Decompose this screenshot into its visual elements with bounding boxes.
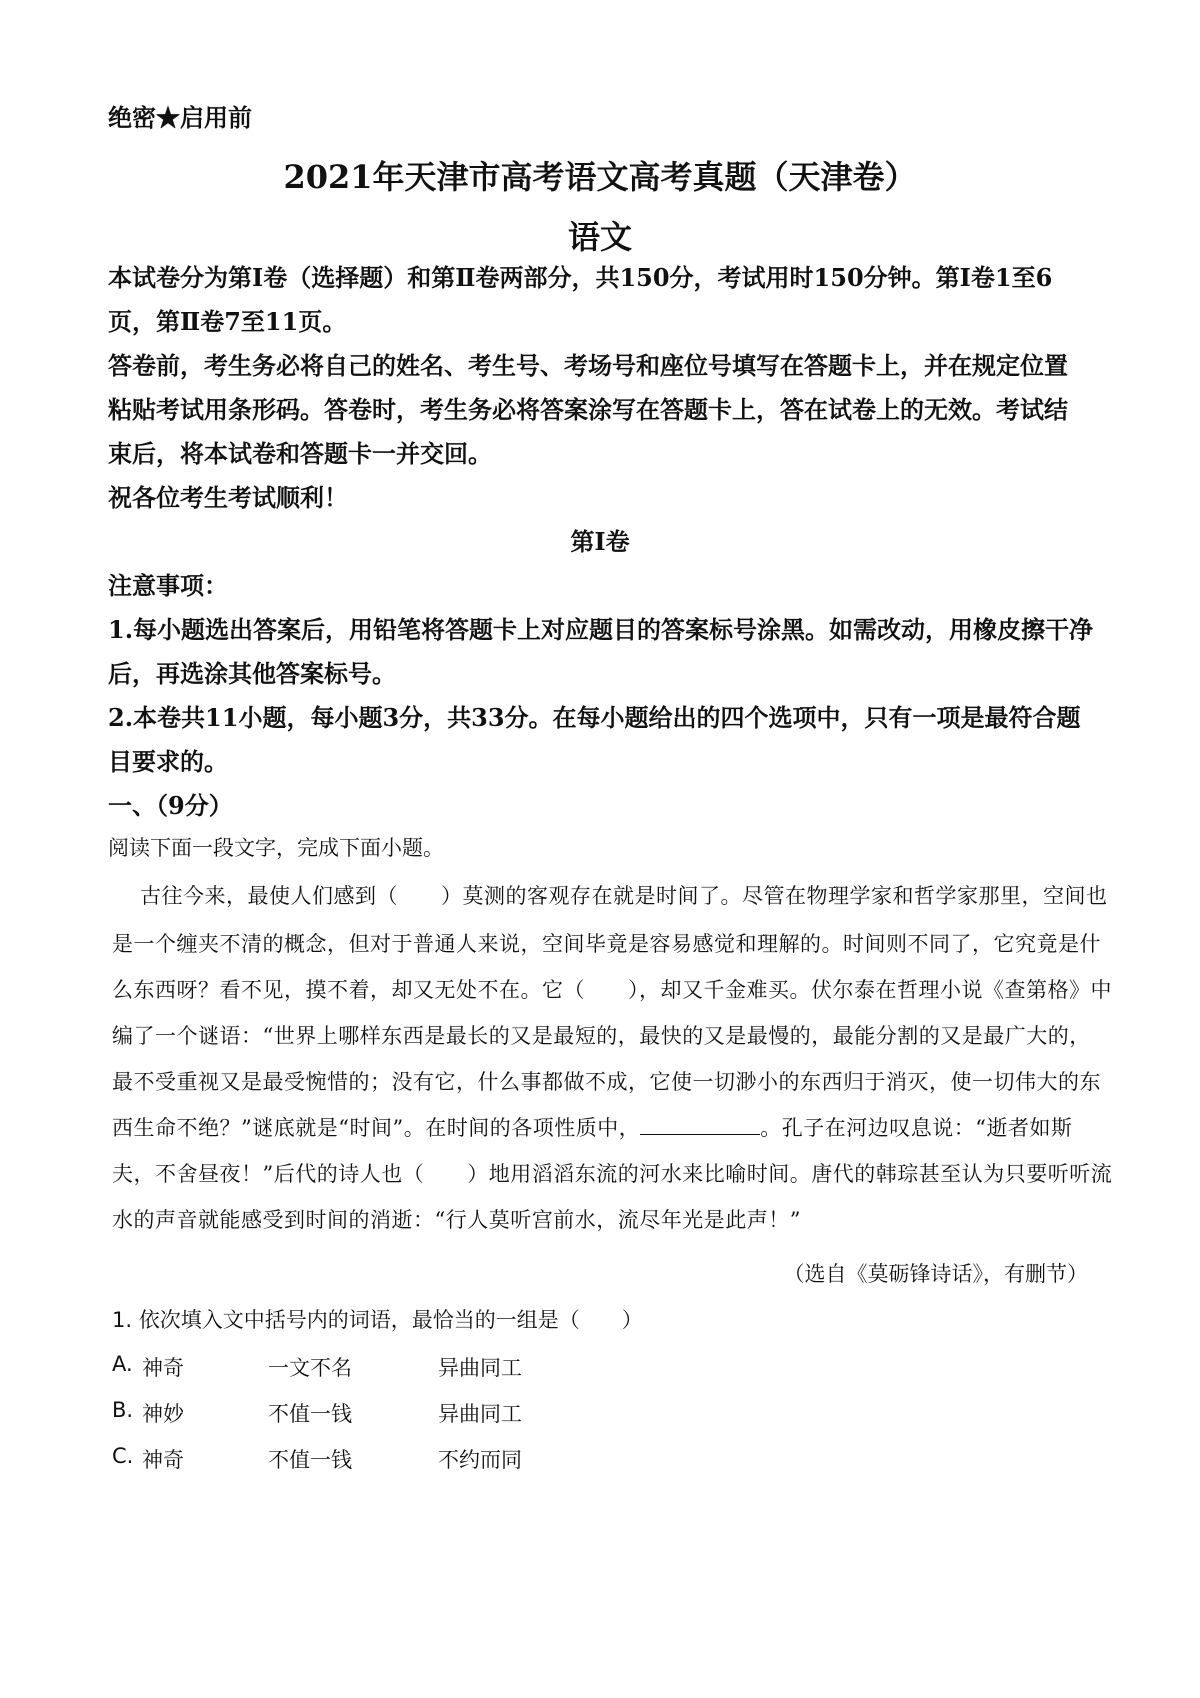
option-word: 神奇 [142, 1356, 184, 1380]
passage-line: 水的声音就能感受到时间的消逝：“行人莫听宫前水，流尽年光是此声！” [112, 1208, 801, 1232]
note-line: 1.每小题选出答案后，用铅笔将答题卡上对应题目的答案标号涂黑。如需改动，用橡皮擦干净 [108, 615, 1094, 644]
intro-line: 本试卷分为第Ⅰ卷（选择题）和第Ⅱ卷两部分，共150分，考试用时150分钟。第Ⅰ卷1至6 [108, 263, 1053, 292]
passage-line: 最不受重视又是最受惋惜的；没有它，什么事都做不成，它使一切渺小的东西归于消灭，使一切伟大的东 [112, 1070, 1101, 1094]
option-word: 神奇 [142, 1448, 184, 1472]
answer-blank [640, 1116, 760, 1135]
notes-title: 注意事项： [108, 571, 228, 600]
intro-line: 束后，将本试卷和答题卡一并交回。 [108, 439, 492, 468]
passage-segment: 。孔子在河边叹息说：“逝者如斯 [760, 1116, 1073, 1140]
passage-line: 么东西呀？看不见，摸不着，却又无处不在。它（ ），却又千金难买。伏尔泰在哲理小说《查第格》中 [112, 978, 1112, 1002]
option-word: 一文不名 [268, 1356, 352, 1380]
exam-title: 2021年天津市高考语文高考真题（天津卷） [283, 158, 917, 196]
intro-line: 粘贴考试用条形码。答卷时，考生务必将答案涂写在答题卡上，答在试卷上的无效。考试结 [108, 395, 1068, 424]
good-luck-line: 祝各位考生考试顺利！ [108, 483, 348, 512]
volume-title: 第Ⅰ卷 [570, 527, 630, 556]
passage-line: 古往今来，最使人们感到（ ）莫测的客观存在就是时间了。尽管在物理学家和哲学家那里，空间也 [140, 884, 1108, 908]
option-letter: C. [112, 1444, 134, 1468]
option-word: 异曲同工 [438, 1402, 522, 1426]
confidential-label: 绝密★启用前 [108, 103, 252, 132]
note-line: 2.本卷共11小题，每小题3分，共33分。在每小题给出的四个选项中，只有一项是最符合题 [108, 703, 1081, 732]
note-line: 目要求的。 [108, 747, 228, 776]
note-line: 后，再选涂其他答案标号。 [108, 659, 396, 688]
passage-line: 夫，不舍昼夜！”后代的诗人也（ ）地用滔滔东流的河水来比喻时间。唐代的韩琮甚至认为只要听听流 [112, 1162, 1113, 1186]
passage-line-with-blank [112, 1112, 1072, 1142]
option-letter: B. [112, 1398, 134, 1422]
option-c[interactable] [112, 1444, 632, 1472]
passage-line: 编了一个谜语：“世界上哪样东西是最长的又是最短的，最快的又是最慢的，最能分割的又是最广大的， [112, 1024, 1091, 1048]
option-word: 神妙 [142, 1402, 184, 1426]
subject-title: 语文 [567, 218, 632, 256]
option-word: 不约而同 [438, 1448, 522, 1472]
intro-line: 答卷前，考生务必将自己的姓名、考生号、考场号和座位号填写在答题卡上，并在规定位置 [108, 351, 1068, 380]
option-a[interactable] [112, 1352, 632, 1380]
question-stem: 1. 依次填入文中括号内的词语，最恰当的一组是（ ） [112, 1308, 643, 1332]
option-b[interactable] [112, 1398, 632, 1426]
section-heading: 一、（9分） [108, 791, 233, 820]
option-word: 不值一钱 [268, 1448, 352, 1472]
passage-source: （选自《莫砺锋诗话》，有删节） [783, 1262, 1088, 1286]
option-word: 不值一钱 [268, 1402, 352, 1426]
passage-segment: 西生命不绝？”谜底就是“时间”。在时间的各项性质中， [112, 1116, 641, 1140]
option-letter: A. [112, 1352, 133, 1376]
option-word: 异曲同工 [438, 1356, 522, 1380]
intro-line: 页，第Ⅱ卷7至11页。 [108, 307, 347, 336]
passage-line: 是一个缠夹不清的概念，但对于普通人来说，空间毕竟是容易感觉和理解的。时间则不同了，它究竟是什 [112, 932, 1101, 956]
reading-instruction: 阅读下面一段文字，完成下面小题。 [108, 836, 444, 860]
